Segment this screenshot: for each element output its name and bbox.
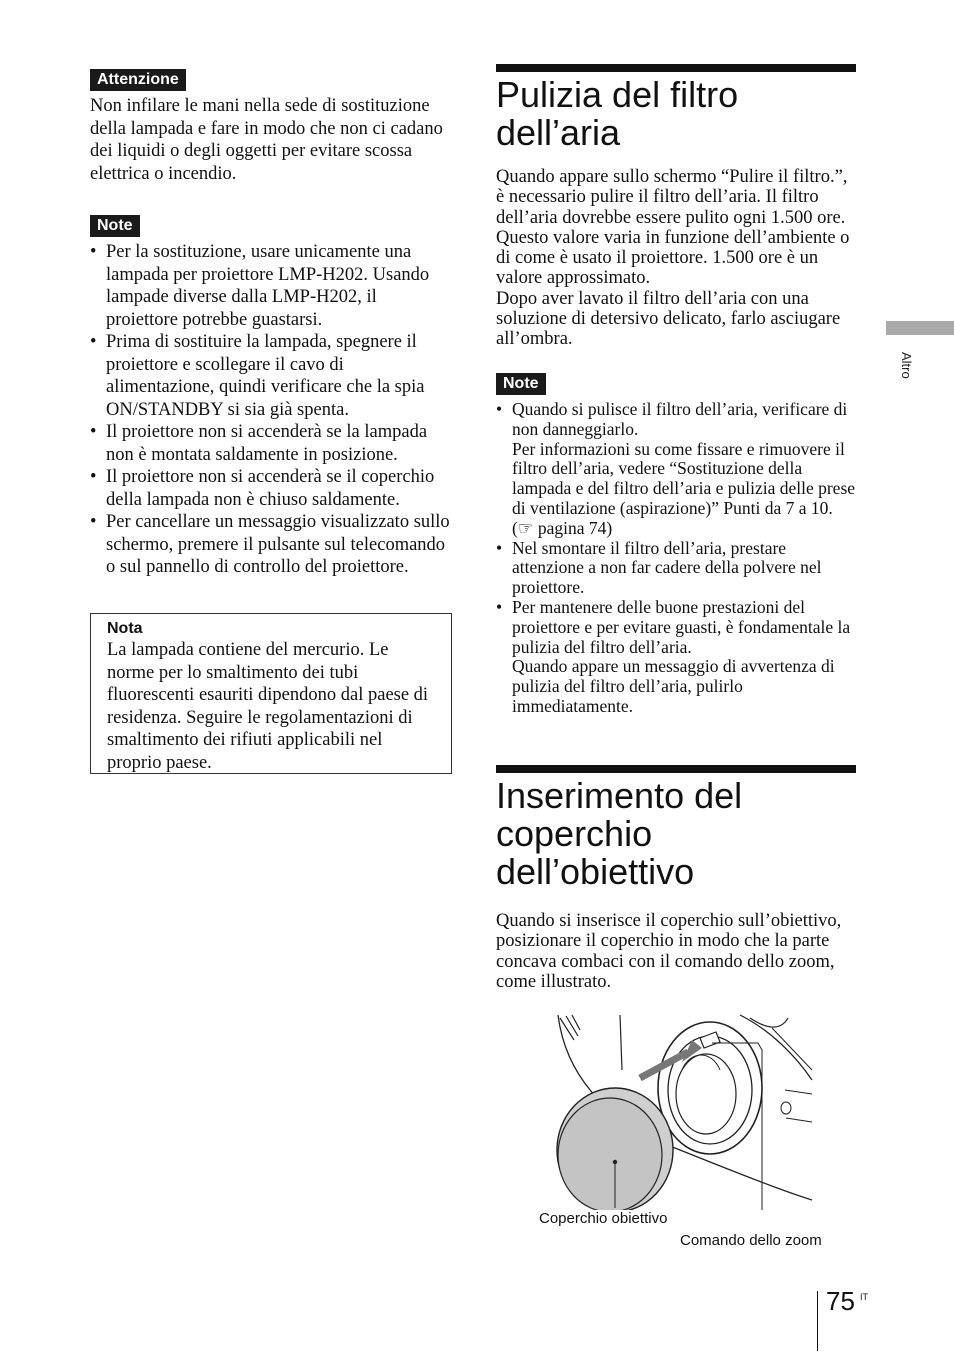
notes-list-right [496, 400, 858, 717]
note-extra: Per informazioni su come fissare e rimuovere il filtro dell’aria, vedere “Sostituzione della lampada e del filtro dell’aria e pulizia delle prese di ventilazione (aspirazione)” Punti da 7 a 10. (☞ pagina 74) [512, 438, 856, 538]
section-title-lens-cap: Inserimento del coperchio dell’obiettivo [496, 775, 743, 892]
section-rule [496, 64, 856, 72]
paragraph: Dopo aver lavato il filtro dell’aria con una soluzione di detersivo delicato, farlo asciugare all’ombra. [496, 288, 841, 350]
notes-list-left [90, 241, 452, 579]
warning-label: Attenzione [90, 69, 186, 91]
list-item: • Per cancellare un messaggio visualizzato sullo schermo, premere il pulsante sul telecomando o sul pannello di controllo del proiettore. [90, 511, 452, 579]
list-item: • Il proiettore non si accenderà se il coperchio della lampada non è chiuso saldamente. [90, 466, 452, 511]
list-item [496, 539, 858, 598]
figure-caption-zoom-control: Comando dello zoom [680, 1232, 822, 1249]
figure-caption-lens-cap: Coperchio obiettivo [539, 1210, 668, 1227]
nota-title: Nota [107, 620, 143, 637]
page-number-divider [817, 1291, 818, 1351]
note-text: • Nel smontare il filtro dell’aria, prestare attenzione a non far cadere della polvere nel proiettore. [512, 537, 822, 598]
lens-cap-illustration [540, 1010, 830, 1210]
nota-box [90, 613, 452, 774]
note-text: • Quando si pulisce il filtro dell’aria, verificare di non danneggiarlo. [512, 399, 848, 439]
notes-label-right: Note [496, 373, 546, 395]
list-item: • Per la sostituzione, usare unicamente una lampada per proiettore LMP-H202. Usando lampade diverse dalla LMP-H202, il proiettore potrebbe guastarsi. [90, 241, 452, 331]
section1-body [496, 167, 858, 350]
page-language-code: IT [860, 1292, 868, 1302]
notes-label-left: Note [90, 215, 140, 237]
nota-text: La lampada contiene del mercurio. Le norme per lo smaltimento dei tubi fluorescenti esauriti dipendono dal paese di residenza. Seguire le regolamentazioni di smaltimento dei rifiuti applicabili nel proprio paese. [107, 640, 429, 773]
list-item [496, 400, 858, 539]
list-item: • Prima di sostituire la lampada, spegnere il proiettore e scollegare il cavo di alimentazione, quindi verificare che la spia ON/STANDBY si sia già spenta. [90, 331, 452, 421]
page-number: 75 [826, 1286, 855, 1316]
list-item: • Il proiettore non si accenderà se la lampada non è montata saldamente in posizione. [90, 421, 452, 466]
section-title-air-filter: Pulizia del filtro dell’aria [496, 74, 739, 153]
paragraph: Quando appare sullo schermo “Pulire il filtro.”, è necessario pulire il filtro dell’aria. Il filtro dell’aria dovrebbe essere pulito ogni 1.500 ore. Questo valore varia in funzione dell’ambiente o di come è usato il proiettore. 1.500 ore è un valore approssimato. [496, 167, 850, 289]
section2-body: Quando si inserisce il coperchio sull’obiettivo, posizionare il coperchio in modo che la parte concava combaci con il comando dello zoom, come illustrato. [496, 911, 842, 992]
section-rule [496, 765, 856, 773]
warning-text: Non infilare le mani nella sede di sostituzione della lampada e fare in modo che non ci cadano dei liquidi o degli oggetti per evitare scossa elettrica o incendio. [90, 96, 443, 184]
note-extra: Quando appare un messaggio di avvertenza di pulizia del filtro dell’aria, pulirlo immediatamente. [512, 656, 835, 716]
list-item [496, 598, 858, 717]
section-tab-marker [886, 321, 954, 335]
note-text: • Per mantenere delle buone prestazioni del proiettore e per evitare guasti, è fondamentale la pulizia del filtro dell’aria. [512, 596, 851, 657]
section-tab-label: Altro [899, 352, 914, 379]
